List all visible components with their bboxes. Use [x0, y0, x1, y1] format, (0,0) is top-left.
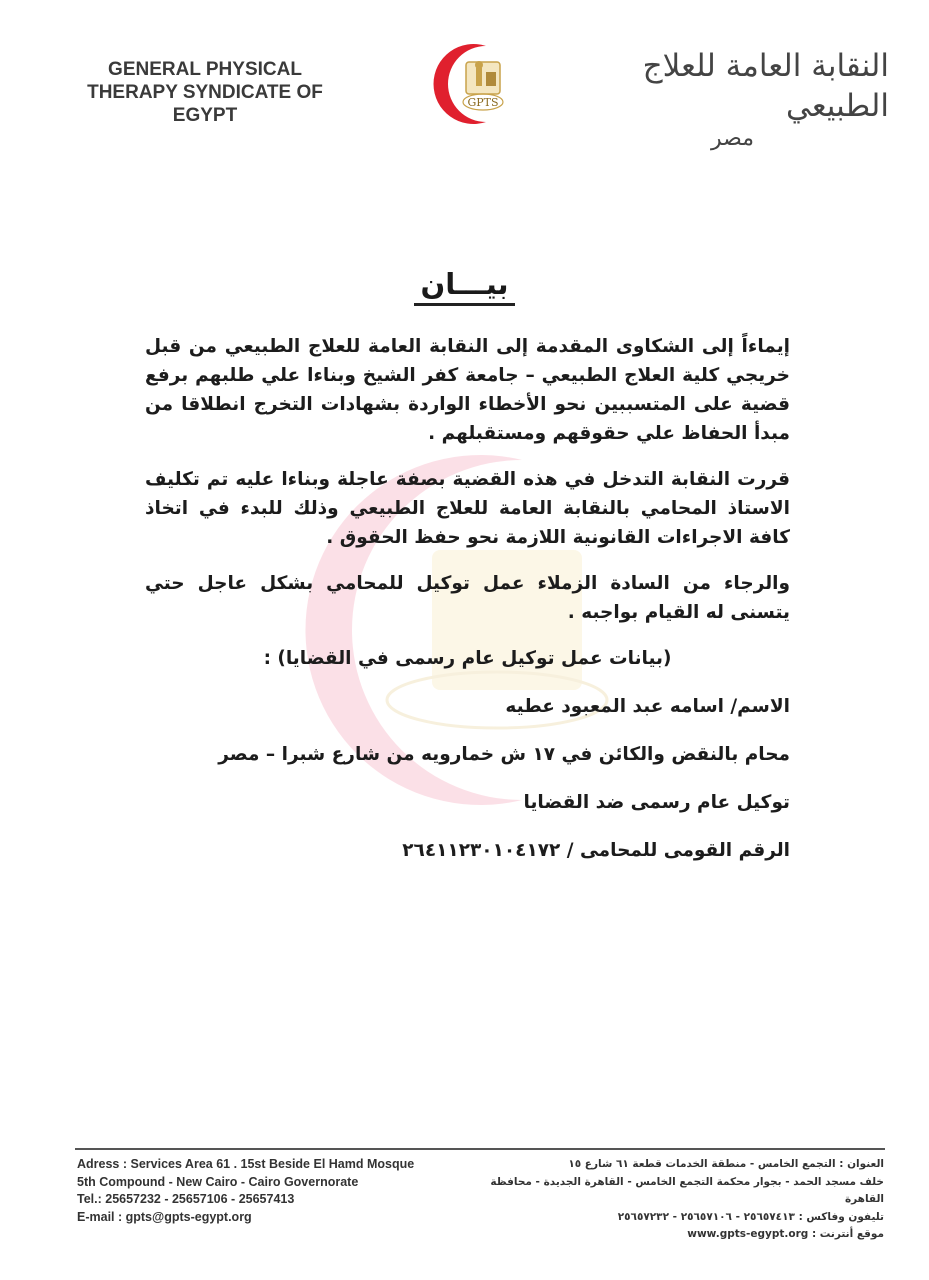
paragraph-request: والرجاء من السادة الزملاء عمل توكيل للمحامي بشكل عاجل حتي يتسنى له القيام بواجبه . — [145, 573, 790, 623]
org-title-arabic: النقابة العامة للعلاج الطبيعي — [642, 48, 889, 124]
footer-divider — [75, 1148, 885, 1150]
poa-type: توكيل عام رسمى ضد القضايا — [523, 792, 790, 813]
paragraph-poa-heading: (بيانات عمل توكيل عام رسمى في القضايا) : — [263, 648, 672, 669]
lawyer-name: الاسم/ اسامه عبد المعبود عطيه — [505, 696, 790, 717]
logo-text: GPTS — [467, 96, 499, 109]
paragraph-complaints: إيماءاً إلى الشكاوى المقدمة إلى النقابة العامة للعلاج الطبيعي من قبل خريجي كلية العلاج الطبيعي – جامعة كفر الشيخ وبناءا علي طلبهم برفع قضية على المتسببين نحو الأخطاء الواردة بشهادات التخرج انطلاقا من مبدأ الحفاظ علي حقوقهم ومستقبلهم . — [145, 336, 790, 444]
footer-ar-address-2: خلف مسجد الحمد - بجوار محكمة التجمع الخامس - القاهرة الجديدة - محافظة القاهرة — [490, 1175, 884, 1205]
heading-text: بيـــان — [414, 267, 514, 306]
footer-ar-address-1: العنوان : التجمع الخامس - منطقة الخدمات قطعة ٦١ شارع ١٥ — [568, 1158, 884, 1170]
syndicate-crescent-logo — [432, 40, 520, 128]
website-url: www.gpts-egypt.org — [687, 1228, 809, 1240]
footer-email: E-mail : gpts@gpts-egypt.org — [77, 1209, 252, 1224]
org-name-line-3: EGYPT — [172, 105, 238, 126]
footer-english — [77, 1156, 467, 1226]
lawyer-national-id: الرقم القومى للمحامى / ٢٦٤١١٢٣٠١٠٤١٧٢ — [402, 840, 790, 861]
lawyer-address: محام بالنقض والكائن في ١٧ ش خمارويه من شارع شبرا – مصر — [218, 744, 790, 765]
footer-address-line-1: Adress : Services Area 61 . 15st Beside El Hamd Mosque — [77, 1157, 415, 1171]
document-heading — [0, 267, 929, 301]
org-name-arabic — [589, 46, 889, 152]
website-label: موقع أنترنت : — [811, 1228, 884, 1240]
footer-address-line-2: 5th Compound - New Cairo - Cairo Governorate — [77, 1174, 359, 1189]
footer-telephone: Tel.: 25657232 - 25657106 - 25657413 — [77, 1192, 295, 1206]
org-country-arabic: مصر — [710, 126, 754, 151]
org-name-english — [60, 58, 350, 127]
org-name-line-2: THERAPY SYNDICATE OF — [87, 82, 323, 103]
footer-ar-telephone: تليفون وفاكس : ٢٥٦٥٧٤١٣ - ٢٥٦٥٧١٠٦ - ٢٥٦٥٧٢٣٢ — [617, 1210, 884, 1223]
paragraph-decision: قررت النقابة التدخل في هذه القضية بصفة عاجلة وبناءا عليه تم تكليف الاستاذ المحامي بالنقابة العامة للعلاج الطبيعي وذلك للبدء في اتخاذ كافة الاجراءات القانونية اللازمة نحو حفظ الحقوق . — [145, 469, 790, 548]
document-body — [145, 332, 790, 865]
footer-arabic — [454, 1156, 884, 1244]
org-name-line-1: GENERAL PHYSICAL — [108, 59, 302, 80]
footer-ar-website — [454, 1226, 884, 1244]
